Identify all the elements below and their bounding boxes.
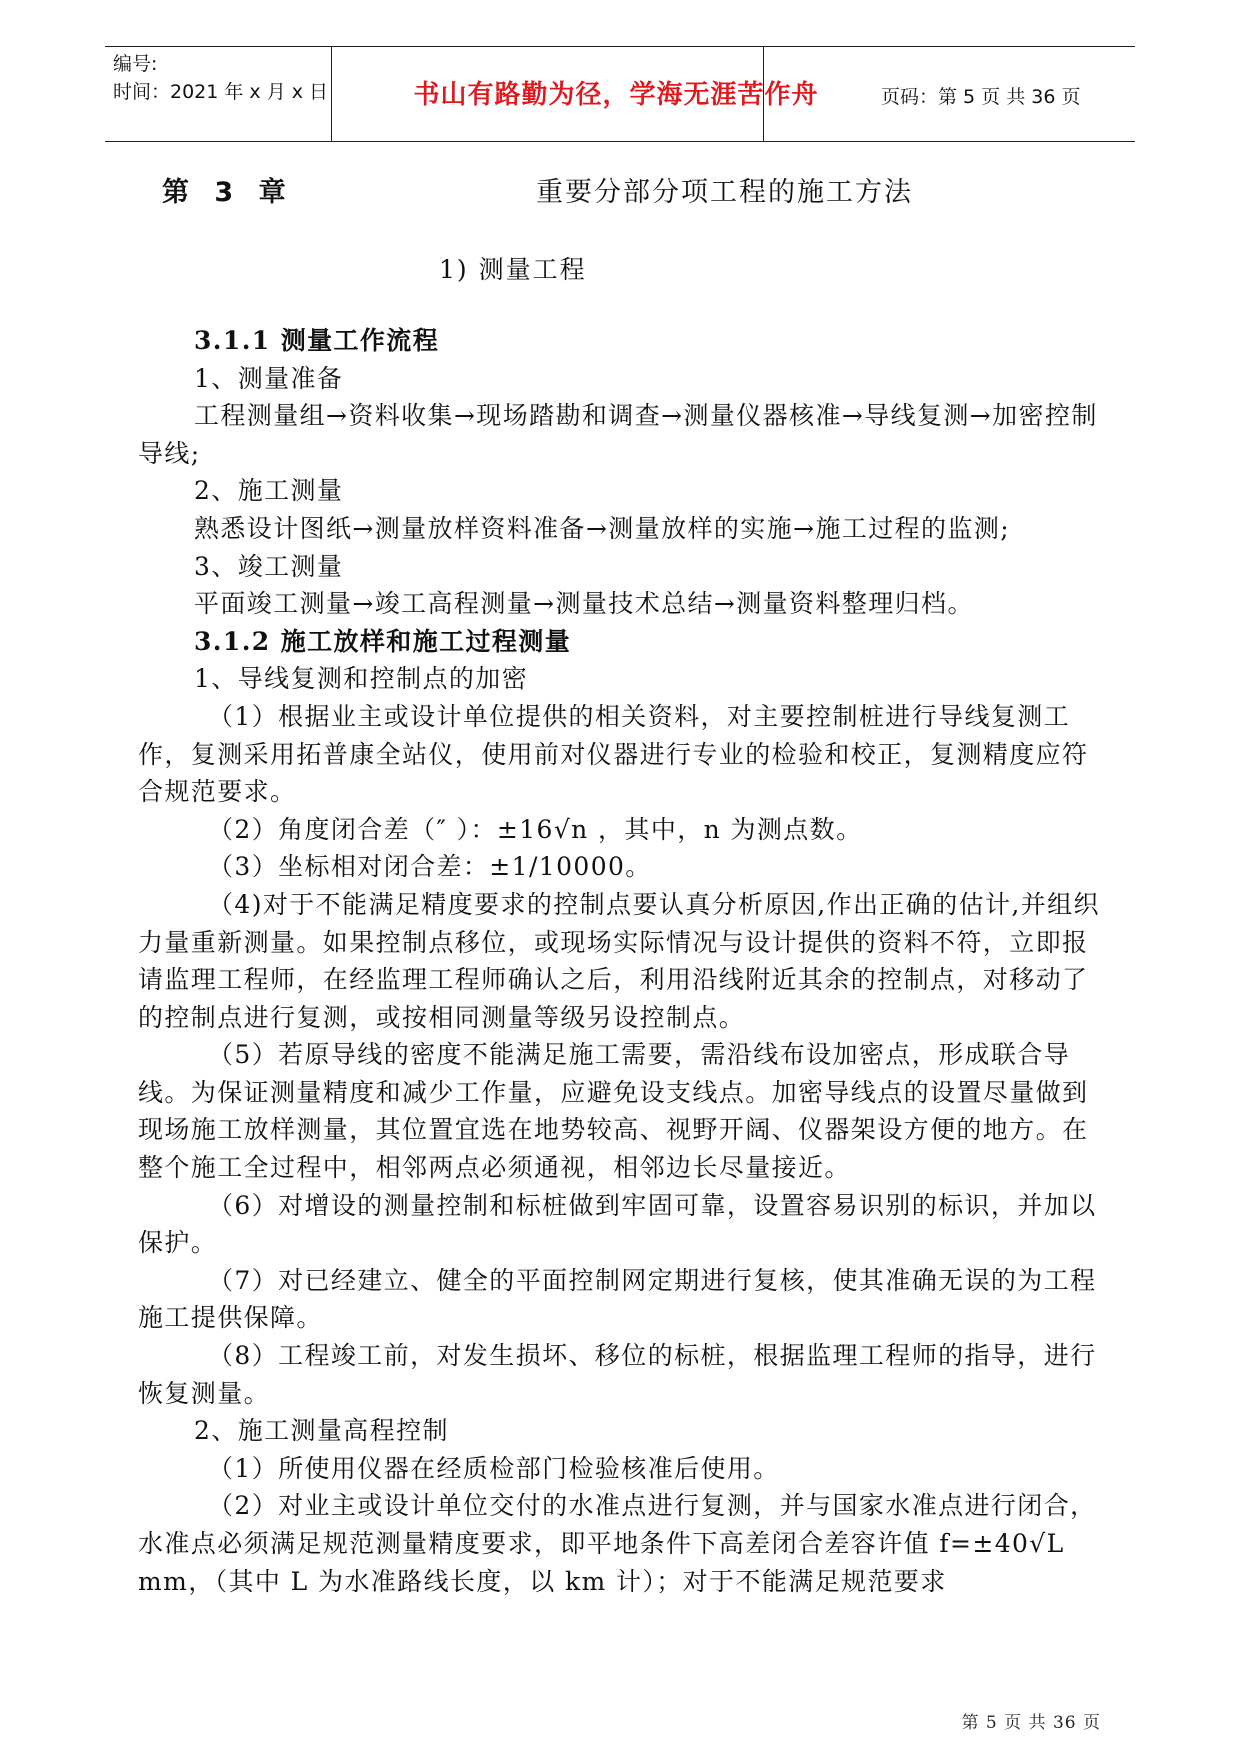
chapter-number: 第 3 章 (162, 177, 294, 208)
subsection-heading: 3.1.2 施工放样和施工过程测量 (194, 626, 572, 656)
subsection-heading: 3.1.1 测量工作流程 (194, 326, 440, 355)
header-motto: 书山有路勤为径，学海无涯苦作舟 (413, 80, 819, 110)
paragraph: （4)对于不能满足精度要求的控制点要认真分析原因,作出正确的估计,并组织力量重新测量。如果控制点移位，或现场实际情况与设计提供的资料不符，立即报请监理工程师，在经监理工程师确认之后，利用沿线附近其余的控制点，对移动了的控制点进行复测，或按相同测量等级另设控制点。 (138, 889, 1100, 1032)
page-header (105, 46, 1135, 142)
paragraph: （2）角度闭合差（″ ）：±16√n ，其中，n 为测点数。 (208, 814, 863, 844)
list-heading: 3、竣工测量 (194, 551, 344, 581)
page-footer: 第 5 页 共 36 页 (961, 1713, 1101, 1733)
header-divider-left (331, 46, 332, 142)
paragraph: （3）坐标相对闭合差：±1/10000。 (208, 852, 652, 882)
paragraph: （6）对增设的测量控制和标桩做到牢固可靠，设置容易识别的标识，并加以保护。 (138, 1190, 1097, 1258)
paragraph: 平面竣工测量→竣工高程测量→测量技术总结→测量资料整理归档。 (194, 589, 974, 619)
paragraph: （2）对业主或设计单位交付的水准点进行复测，并与国家水准点进行闭合，水准点必须满足规范测量精度要求，即平地条件下高差闭合差容许值 f=±40√L mm，（其中 L 为水准路线长度，以 km 计）；对于不能满足规范要求 (138, 1491, 1097, 1596)
list-heading: 2、施工测量 (194, 476, 344, 506)
paragraph: （8）工程竣工前，对发生损坏、移位的标桩，根据监理工程师的指导，进行恢复测量。 (138, 1341, 1097, 1408)
list-heading: 1、导线复测和控制点的加密 (194, 664, 529, 694)
header-bottom-rule (105, 141, 1135, 142)
list-heading: 1、测量准备 (194, 363, 344, 393)
paragraph: 熟悉设计图纸→测量放样资料准备→测量放样的实施→施工过程的监测; (194, 513, 1011, 543)
paragraph: 工程测量组→资料收集→现场踏勘和调查→测量仪器核准→导线复测→加密控制导线; (138, 401, 1098, 468)
header-top-rule (105, 46, 1135, 47)
time-label: 时间：2021 年 x 月 x 日 (113, 81, 329, 103)
paragraph: （5）若原导线的密度不能满足施工需要，需沿线布设加密点，形成联合导线。为保证测量精度和减少工作量，应避免设支线点。加密导线点的设置尽量做到现场施工放样测量，其位置宜选在地势较高、视野开阔、仪器架设方便的地方。在整个施工全过程中，相邻两点必须通视，相邻边长尽量接近。 (138, 1040, 1089, 1183)
list-heading: 2、施工测量高程控制 (194, 1416, 449, 1446)
header-meta (113, 50, 328, 106)
chapter-title: 重要分部分项工程的施工方法 (536, 177, 913, 208)
section-title: 1) 测量工程 (439, 255, 587, 284)
document-body (138, 322, 1106, 1600)
paragraph: （7）对已经建立、健全的平面控制网定期进行复核，使其准确无误的为工程施工提供保障。 (138, 1265, 1097, 1333)
paragraph: （1）根据业主或设计单位提供的相关资料，对主要控制桩进行导线复测工作，复测采用拓普康全站仪，使用前对仪器进行专业的检验和校正，复测精度应符合规范要求。 (138, 701, 1089, 807)
paragraph: （1）所使用仪器在经质检部门检验核准后使用。 (208, 1453, 780, 1483)
header-page-info: 页码：第 5 页 共 36 页 (881, 86, 1081, 108)
serial-label: 编号: (113, 53, 158, 75)
